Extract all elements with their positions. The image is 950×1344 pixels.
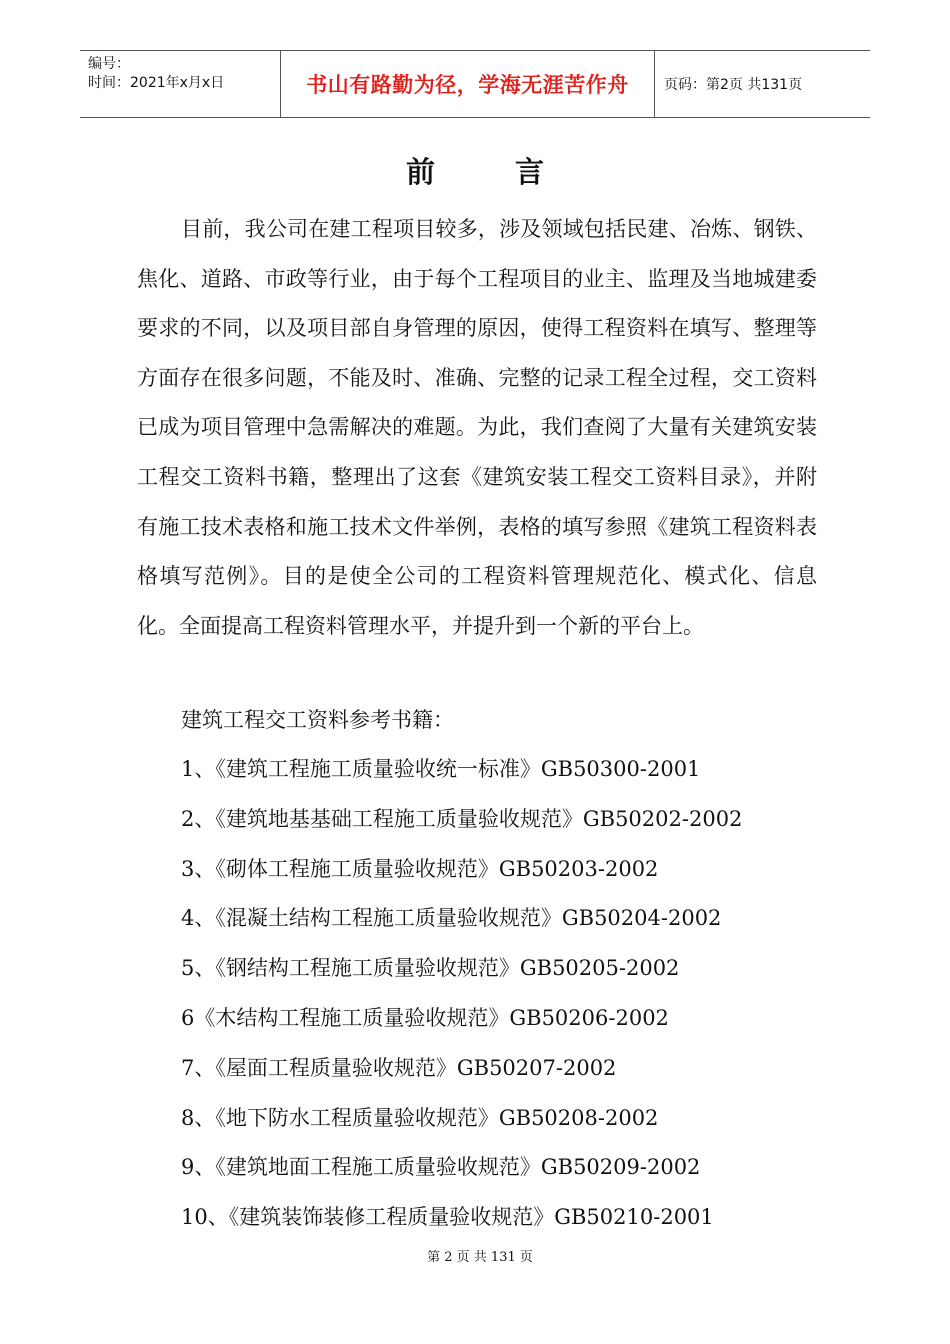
reference-item: 7、《屋面工程质量验收规范》GB50207-2002 [181,1055,617,1080]
reference-item: 3、《砌体工程施工质量验收规范》GB50203-2002 [181,856,659,881]
intro-paragraph: 目前，我公司在建工程项目较多，涉及领域包括民建、冶炼、钢铁、焦化、道路、市政等行业，由于每个工程项目的业主、监理及当地城建委要求的不同，以及项目部自身管理的原因，使得工程资料在填写、整理等方面存在很多问题，不能及时、准确、完整的记录工程全过程，交工资料已成为项目管理中急需解决的难题。为此，我们查阅了大量有关建筑安装工程交工资料书籍，整理出了这套《建筑安装工程交工资料目录》，并附有施工技术表格和施工技术文件举例，表格的填写参照《建筑工程资料表格填写范例》。目的是使全公司的工程资料管理规范化、模式化、信息化。全面提高工程资料管理水平，并提升到一个新的平台上。 [137,217,817,638]
document-time-label: 时间：2021年x月x日 [88,75,225,91]
header-meta [80,51,281,117]
reference-list [181,695,821,1243]
reference-item: 5、《钢结构工程施工质量验收规范》GB50205-2002 [181,956,680,981]
reference-item: 2、《建筑地基基础工程施工质量验收规范》GB50202-2002 [181,806,743,831]
page-footer: 第 2 页 共 131 页 [427,1250,533,1265]
reference-item: 6《木结构工程施工质量验收规范》GB50206-2002 [181,1005,669,1030]
reference-item: 1、《建筑工程施工质量验收统一标准》GB50300-2001 [181,757,701,781]
reference-item: 9、《建筑地面工程施工质量验收规范》GB50209-2002 [181,1155,701,1180]
intro-section [137,205,817,651]
reference-heading: 建筑工程交工资料参考书籍： [181,708,454,732]
page-title: 前言 [405,155,624,189]
reference-item: 4、《混凝土结构工程施工质量验收规范》GB50204-2002 [181,906,722,931]
page-header [80,50,870,118]
reference-item: 10、《建筑装饰装修工程质量验收规范》GB50210-2001 [181,1205,714,1230]
header-slogan: 书山有路勤为径，学海无涯苦作舟 [281,51,655,117]
document-number-label: 编号： [88,56,130,72]
reference-item: 8、《地下防水工程质量验收规范》GB50208-2002 [181,1105,659,1130]
header-page-info: 页码：第2页 共131页 [664,77,803,93]
